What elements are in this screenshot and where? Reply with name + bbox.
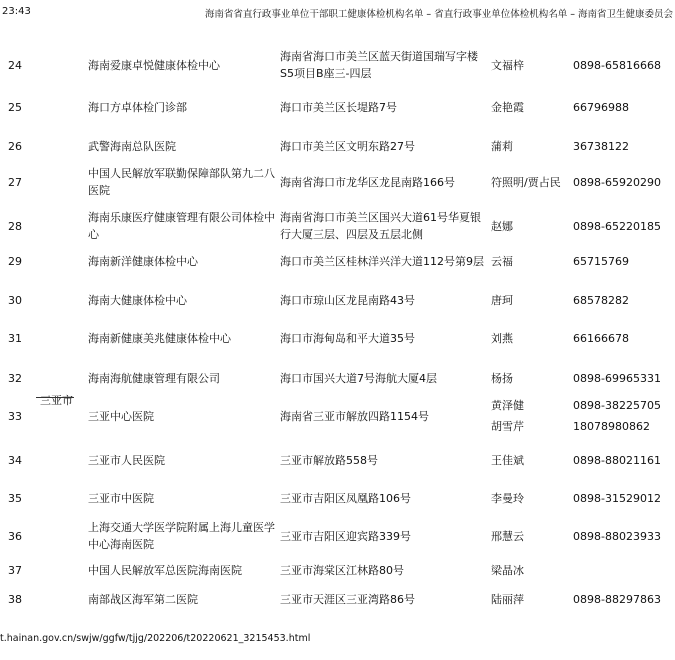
city-divider xyxy=(36,397,74,398)
contact-person: 唐珂 xyxy=(491,294,513,307)
table-row xyxy=(0,586,675,612)
page-url[interactable]: t.hainan.gov.cn/swjw/ggfw/tjjg/202206/t20220621_3215453.html xyxy=(0,633,311,644)
contact-person: 邢慧云 xyxy=(491,530,524,543)
institution-name: 三亚中心医院 xyxy=(88,410,154,423)
table-row xyxy=(0,47,675,83)
institution-address: 海南省海口市美兰区国兴大道61号华夏银行大厦三层、四层及五层北侧 xyxy=(280,211,481,241)
row-number: 24 xyxy=(8,59,22,72)
page-title: 海南省省直行政事业单位干部职工健康体检机构名单 – 省直行政事业单位体检机构名单 – 海南省卫生健康委员会 xyxy=(204,9,673,20)
table-row xyxy=(0,285,675,315)
table-row xyxy=(0,483,675,513)
row-number: 32 xyxy=(8,372,22,385)
row-number: 33 xyxy=(8,410,22,423)
table-row xyxy=(0,246,675,276)
institution-address: 海南省海口市龙华区龙昆南路166号 xyxy=(280,176,455,189)
contact-phone: 0898-69965331 xyxy=(573,372,661,385)
row-number: 28 xyxy=(8,220,22,233)
contact-phone: 0898-65220185 xyxy=(573,220,661,233)
institution-address: 三亚市吉阳区凤凰路106号 xyxy=(280,492,411,505)
contact-person: 金艳霞 xyxy=(491,101,524,114)
institution-address: 海口市美兰区文明东路27号 xyxy=(280,140,415,153)
table-row xyxy=(0,359,675,397)
row-number: 26 xyxy=(8,140,22,153)
row-number: 25 xyxy=(8,101,22,114)
institution-address: 三亚市海棠区江林路80号 xyxy=(280,564,404,577)
institution-name: 海南海航健康管理有限公司 xyxy=(88,372,220,385)
contact-person: 陆丽萍 xyxy=(491,593,524,606)
table-row xyxy=(0,557,675,583)
contact-phone: 0898-65920290 xyxy=(573,176,661,189)
institution-address: 海口市美兰区长堤路7号 xyxy=(280,101,397,114)
institution-address: 三亚市吉阳区迎宾路339号 xyxy=(280,530,411,543)
contact-phone: 66796988 xyxy=(573,101,629,114)
institution-name: 中国人民解放军联勤保障部队第九二八医院 xyxy=(88,167,275,197)
contact-phone: 36738122 xyxy=(573,140,629,153)
institution-address: 海南省海口市美兰区蓝天街道国瑞写字楼S5项目B座三-四层 xyxy=(280,50,478,80)
table-row xyxy=(0,162,675,202)
contact-phone: 0898-65816668 xyxy=(573,59,661,72)
contact-phone: 0898-88297863 xyxy=(573,593,661,606)
row-number: 30 xyxy=(8,294,22,307)
row-number: 35 xyxy=(8,492,22,505)
institution-address: 海口市美兰区桂林洋兴洋大道112号第9层 xyxy=(280,255,484,268)
institution-name: 三亚市人民医院 xyxy=(88,454,165,467)
institution-address: 海口市琼山区龙昆南路43号 xyxy=(280,294,415,307)
header-time: 23:43 xyxy=(2,6,31,17)
institution-name: 海南新洋健康体检中心 xyxy=(88,255,198,268)
institution-name: 海南爱康卓悦健康体检中心 xyxy=(88,59,220,72)
institution-name: 海南乐康医疗健康管理有限公司体检中心 xyxy=(88,211,275,241)
contact-person: 刘燕 xyxy=(491,332,513,345)
institution-name: 武警海南总队医院 xyxy=(88,140,176,153)
institution-name: 南部战区海军第二医院 xyxy=(88,593,198,606)
contact-person: 文福梓 xyxy=(491,59,524,72)
contact-phone: 68578282 xyxy=(573,294,629,307)
table-row xyxy=(0,395,675,437)
contact-phone: 0898-31529012 xyxy=(573,492,661,505)
contact-phone: 0898-38225705 18078980862 xyxy=(573,399,661,433)
contact-phone: 65715769 xyxy=(573,255,629,268)
institution-address: 海南省三亚市解放四路1154号 xyxy=(280,410,429,423)
contact-person: 黄泽健 胡雪芹 xyxy=(491,399,524,433)
institution-name: 海口方卓体检门诊部 xyxy=(88,101,187,114)
contact-person: 王佳斌 xyxy=(491,454,524,467)
contact-person: 杨扬 xyxy=(491,372,513,385)
row-number: 31 xyxy=(8,332,22,345)
institution-address: 海口市海甸岛和平大道35号 xyxy=(280,332,415,345)
contact-person: 云福 xyxy=(491,255,513,268)
table-row xyxy=(0,92,675,122)
contact-phone: 66166678 xyxy=(573,332,629,345)
institution-name: 海南大健康体检中心 xyxy=(88,294,187,307)
contact-phone: 0898-88023933 xyxy=(573,530,661,543)
row-number: 38 xyxy=(8,593,22,606)
contact-phone: 0898-88021161 xyxy=(573,454,661,467)
row-number: 37 xyxy=(8,564,22,577)
institution-name: 上海交通大学医学院附属上海儿童医学中心海南医院 xyxy=(88,521,275,551)
table-row xyxy=(0,518,675,554)
row-number: 27 xyxy=(8,176,22,189)
contact-person: 符照明/贾占民 xyxy=(491,176,561,189)
row-number: 36 xyxy=(8,530,22,543)
institution-address: 海口市国兴大道7号海航大厦4层 xyxy=(280,372,437,385)
institution-address: 三亚市天涯区三亚湾路86号 xyxy=(280,593,415,606)
contact-person: 梁晶冰 xyxy=(491,564,524,577)
institution-name: 中国人民解放军总医院海南医院 xyxy=(88,564,242,577)
institution-name: 海南新健康美兆健康体检中心 xyxy=(88,332,231,345)
table-row xyxy=(0,131,675,161)
table-row xyxy=(0,206,675,246)
city-cell: 三亚市 xyxy=(40,394,73,407)
institution-address: 三亚市解放路558号 xyxy=(280,454,378,467)
row-number: 34 xyxy=(8,454,22,467)
contact-person: 赵娜 xyxy=(491,220,513,233)
contact-person: 李曼玲 xyxy=(491,492,524,505)
table-row xyxy=(0,323,675,353)
contact-person: 蒲莉 xyxy=(491,140,513,153)
row-number: 29 xyxy=(8,255,22,268)
institution-name: 三亚市中医院 xyxy=(88,492,154,505)
table-row xyxy=(0,445,675,475)
